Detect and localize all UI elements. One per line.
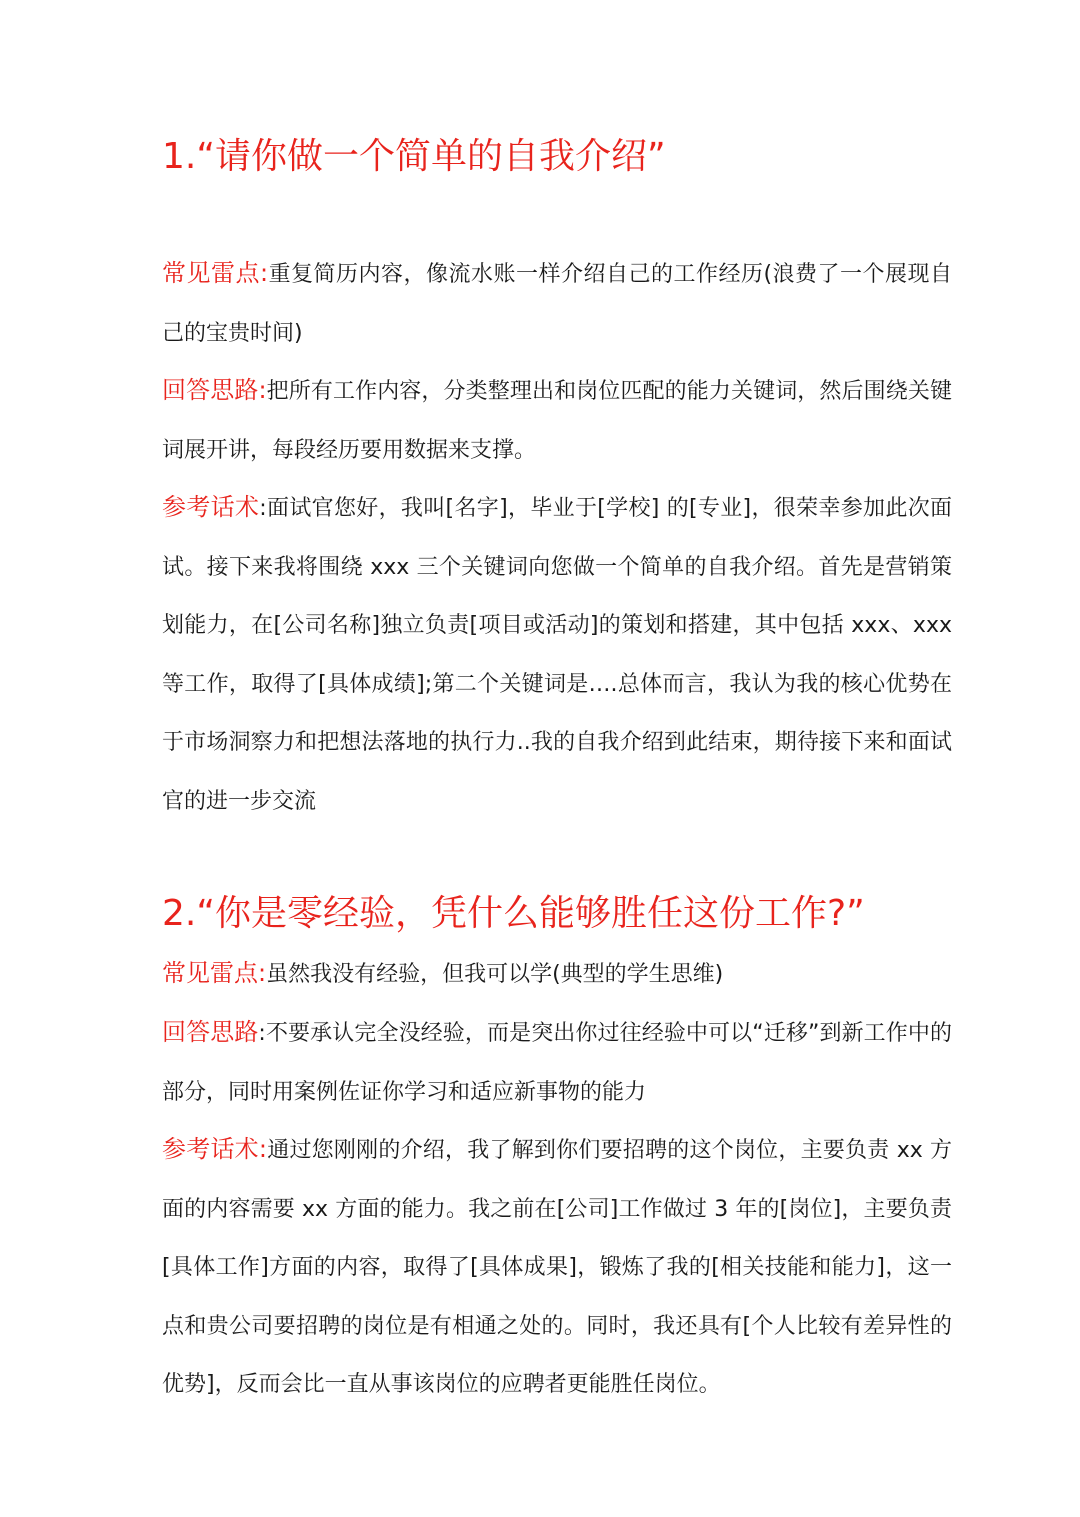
section-1-pitfall bbox=[162, 244, 952, 363]
section-1-approach-text: 把所有工作内容，分类整理出和岗位匹配的能力关键词，然后围绕关键词展开讲，每段经历要用数据来支撑。 bbox=[162, 379, 952, 463]
section-2-script-text: 通过您刚刚的介绍，我了解到你们要招聘的这个岗位，主要负责 xx 方面的内容需要 xx 方面的能力。我之前在[公司]工作做过 3 年的[岗位]，主要负责[具体工作]方面的内容，取得了[具体成果]，锻炼了我的[相关技能和能力]，这一点和贵公司要招聘的岗位是有相通之处的。同时，我还具有[个人比较有差异性的优势]，反而会比一直从事该岗位的应聘者更能胜任岗位。 bbox=[162, 1138, 953, 1397]
section-1-script bbox=[162, 478, 952, 831]
section-2-pitfall bbox=[162, 944, 952, 1005]
section-2-pitfall-text: 虽然我没有经验，但我可以学(典型的学生思维) bbox=[266, 962, 724, 987]
section-1-script-text: :面试官您好，我叫[名字]，毕业于[学校] 的[专业]，很荣幸参加此次面试。接下来我将围绕 xxx 三个关键词向您做一个简单的自我介绍。首先是营销策划能力，在[公司名称]独立负责[项目或活动]的策划和搭建，其中包括 xxx、xxx 等工作，取得了[具体成绩];第二个关键词是….总体而言，我认为我的核心优势在于市场洞察力和把想法落地的执行力..我的自我介绍到此结束，期待接下来和面试官的进一步交流 bbox=[162, 496, 953, 814]
section-2-script-label: 参考话术: bbox=[162, 1135, 267, 1163]
section-2-title: 2.“你是零经验，凭什么能够胜任这份工作?” bbox=[162, 893, 865, 934]
section-1-approach bbox=[162, 361, 952, 480]
section-1-approach-label: 回答思路: bbox=[162, 376, 267, 404]
section-1-pitfall-text: 重复简历内容，像流水账一样介绍自己的工作经历(浪费了一个展现自己的宝贵时间) bbox=[162, 262, 952, 346]
section-1-script-label: 参考话术 bbox=[162, 493, 260, 521]
section-2-approach-label: 回答思路 bbox=[162, 1018, 259, 1046]
section-2-approach bbox=[162, 1003, 952, 1122]
section-1-pitfall-label: 常见雷点: bbox=[162, 259, 269, 287]
section-1-title: 1.“请你做一个简单的自我介绍” bbox=[162, 136, 666, 177]
section-2-pitfall-label: 常见雷点: bbox=[162, 959, 267, 987]
section-2-script bbox=[162, 1120, 952, 1415]
section-2-approach-text: :不要承认完全没经验，而是突出你过往经验中可以“迁移”到新工作中的部分，同时用案例佐证你学习和适应新事物的能力 bbox=[162, 1021, 952, 1105]
